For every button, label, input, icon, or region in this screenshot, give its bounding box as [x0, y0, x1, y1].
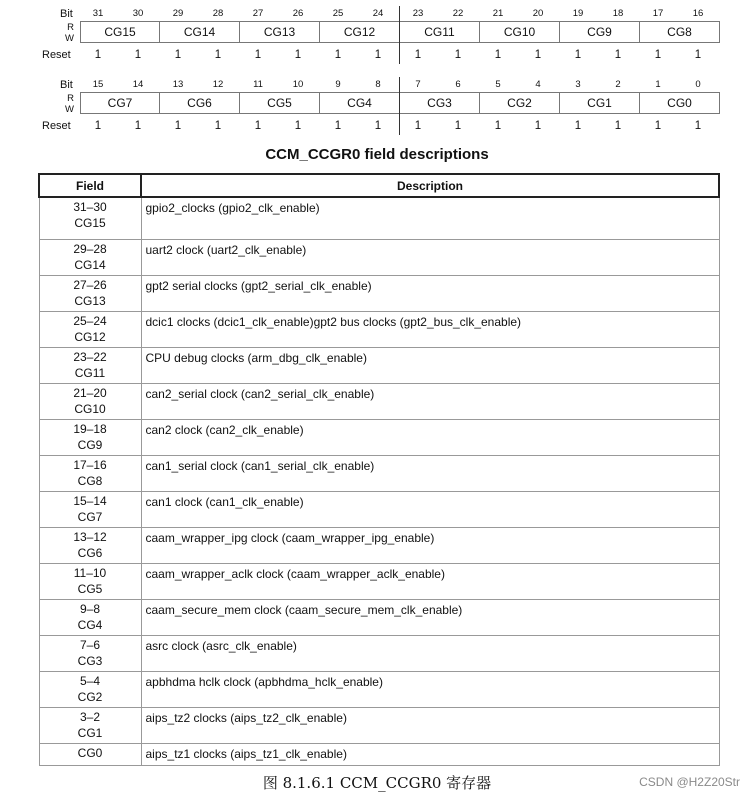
field-name: CG3: [77, 653, 103, 668]
field-cell: [39, 563, 141, 599]
register-field: CG10: [480, 21, 560, 43]
table-row: [39, 383, 719, 419]
field-name: CG2: [77, 689, 103, 704]
field-bits: 7–6: [79, 637, 101, 652]
field-name: CG10: [74, 401, 106, 416]
description-cell: caam_wrapper_ipg clock (caam_wrapper_ipg_enable): [141, 527, 719, 563]
register-field: CG4: [320, 92, 400, 114]
reset-value: 1: [494, 49, 502, 61]
bit-label: Bit: [60, 8, 73, 20]
bit-number: 8: [375, 79, 381, 90]
reset-value: 1: [174, 49, 182, 61]
field-bits: 3–2: [79, 709, 101, 724]
description-cell: apbhdma hclk clock (apbhdma_hclk_enable): [141, 671, 719, 707]
register-field: CG13: [240, 21, 320, 43]
reset-value: 1: [334, 49, 342, 61]
table-row: [39, 599, 719, 635]
field-bits: 15–14: [73, 493, 107, 508]
reset-value: 1: [294, 49, 302, 61]
description-cell: asrc clock (asrc_clk_enable): [141, 635, 719, 671]
bit-number: 13: [172, 79, 184, 90]
field-bits: 5–4: [79, 673, 101, 688]
bit-number: 31: [92, 8, 104, 19]
reset-value: 1: [654, 120, 662, 132]
reset-value: 1: [374, 49, 382, 61]
reset-value: 1: [454, 49, 462, 61]
table-row: [39, 743, 719, 765]
bit-number: 17: [652, 8, 664, 19]
reset-value: 1: [574, 120, 582, 132]
field-name: CG0: [77, 745, 103, 760]
reset-value: 1: [94, 120, 102, 132]
register-field: CG12: [320, 21, 400, 43]
field-column-header: Field: [39, 174, 141, 197]
field-descriptions-table: [38, 173, 720, 766]
field-cell: [39, 527, 141, 563]
bit-number: 2: [615, 79, 621, 90]
table-row: [39, 455, 719, 491]
reset-value: 1: [654, 49, 662, 61]
reset-value: 1: [374, 120, 382, 132]
reset-value: 1: [254, 120, 262, 132]
rw-label: R W: [65, 22, 74, 44]
register-field: CG14: [160, 21, 240, 43]
description-cell: can2 clock (can2_clk_enable): [141, 419, 719, 455]
field-name: CG1: [77, 725, 103, 740]
watermark: CSDN @H2Z20Str: [639, 775, 740, 789]
field-cell: [39, 707, 141, 743]
field-cell: [39, 671, 141, 707]
field-name: CG13: [74, 293, 106, 308]
bit-number: 19: [572, 8, 584, 19]
table-row: [39, 347, 719, 383]
register-field: CG11: [400, 21, 480, 43]
bit-number: 14: [132, 79, 144, 90]
register-field: CG2: [480, 92, 560, 114]
bit-number: 7: [415, 79, 421, 90]
bit-number: 26: [292, 8, 304, 19]
field-cell: [39, 635, 141, 671]
bit-number: 0: [695, 79, 701, 90]
half-divider: [399, 6, 400, 64]
reset-label: Reset: [42, 49, 71, 61]
register-field: CG0: [640, 92, 720, 114]
bit-number: 30: [132, 8, 144, 19]
bit-number: 18: [612, 8, 624, 19]
reset-value: 1: [334, 120, 342, 132]
register-field: CG15: [80, 21, 160, 43]
reset-value: 1: [454, 120, 462, 132]
reset-label: Reset: [42, 120, 71, 132]
field-bits: 11–10: [73, 565, 107, 580]
figure-caption: 图 8.1.6.1 CCM_CCGR0 寄存器: [262, 774, 492, 792]
bit-number: 27: [252, 8, 264, 19]
bit-number: 20: [532, 8, 544, 19]
register-field: CG8: [640, 21, 720, 43]
description-cell: caam_secure_mem clock (caam_secure_mem_clk_enable): [141, 599, 719, 635]
bit-number: 12: [212, 79, 224, 90]
reset-value: 1: [254, 49, 262, 61]
description-cell: gpt2 serial clocks (gpt2_serial_clk_enable): [141, 275, 719, 311]
table-row: [39, 527, 719, 563]
reset-value: 1: [174, 120, 182, 132]
field-bits: 31–30: [73, 200, 107, 214]
bit-label: Bit: [60, 79, 73, 91]
field-cell: [39, 197, 141, 239]
bit-number: 16: [692, 8, 704, 19]
table-row: [39, 239, 719, 275]
reset-value: 1: [294, 120, 302, 132]
description-cell: caam_wrapper_aclk clock (caam_wrapper_aclk_enable): [141, 563, 719, 599]
table-row: [39, 275, 719, 311]
table-title: CCM_CCGR0 field descriptions: [265, 146, 489, 163]
description-cell: uart2 clock (uart2_clk_enable): [141, 239, 719, 275]
bit-number: 5: [495, 79, 501, 90]
field-name: CG14: [74, 257, 106, 272]
bit-number: 3: [575, 79, 581, 90]
bit-number: 15: [92, 79, 104, 90]
bit-number: 29: [172, 8, 184, 19]
table-row: [39, 635, 719, 671]
register-field: CG3: [400, 92, 480, 114]
field-name: CG11: [74, 365, 106, 380]
rw-label: R W: [65, 93, 74, 115]
description-cell: gpio2_clocks (gpio2_clk_enable): [141, 197, 719, 239]
bit-number: 4: [535, 79, 541, 90]
description-cell: dcic1 clocks (dcic1_clk_enable)gpt2 bus clocks (gpt2_bus_clk_enable): [141, 311, 719, 347]
table-row: [39, 707, 719, 743]
bit-number: 23: [412, 8, 424, 19]
field-bits: 29–28: [73, 241, 107, 256]
field-name: CG7: [77, 509, 103, 524]
reset-value: 1: [134, 49, 142, 61]
reset-value: 1: [534, 120, 542, 132]
bit-number: 22: [452, 8, 464, 19]
field-bits: 9–8: [79, 601, 101, 616]
field-name: CG5: [77, 581, 103, 596]
register-field: CG5: [240, 92, 320, 114]
table-row: [39, 671, 719, 707]
register-field: CG9: [560, 21, 640, 43]
field-name: CG4: [77, 617, 103, 632]
register-field: CG1: [560, 92, 640, 114]
field-cell: [39, 491, 141, 527]
reset-value: 1: [94, 49, 102, 61]
field-bits: 27–26: [73, 277, 107, 292]
field-bits: 17–16: [73, 457, 107, 472]
field-cell: [39, 275, 141, 311]
field-bits: 21–20: [73, 385, 107, 400]
field-cell: [39, 347, 141, 383]
table-row: [39, 419, 719, 455]
table-header-row: [39, 174, 719, 197]
bit-number: 25: [332, 8, 344, 19]
reset-value: 1: [414, 49, 422, 61]
reset-value: 1: [694, 49, 702, 61]
field-name: CG9: [77, 437, 103, 452]
reset-value: 1: [614, 120, 622, 132]
bit-number: 24: [372, 8, 384, 19]
bit-number: 6: [455, 79, 461, 90]
description-cell: aips_tz2 clocks (aips_tz2_clk_enable): [141, 707, 719, 743]
reset-value: 1: [574, 49, 582, 61]
reset-value: 1: [214, 120, 222, 132]
field-name: CG6: [77, 545, 103, 560]
field-cell: [39, 311, 141, 347]
bit-number: 9: [335, 79, 341, 90]
field-name: CG15: [74, 216, 106, 230]
reset-value: 1: [134, 120, 142, 132]
field-cell: [39, 383, 141, 419]
description-column-header: Description: [141, 174, 719, 197]
field-name: CG12: [74, 329, 106, 344]
field-cell: [39, 599, 141, 635]
description-cell: can1 clock (can1_clk_enable): [141, 491, 719, 527]
bit-number: 21: [492, 8, 504, 19]
table-row: [39, 311, 719, 347]
reset-value: 1: [614, 49, 622, 61]
reset-value: 1: [694, 120, 702, 132]
field-cell: [39, 743, 141, 765]
register-field: CG6: [160, 92, 240, 114]
register-field: CG7: [80, 92, 160, 114]
reset-value: 1: [414, 120, 422, 132]
description-cell: CPU debug clocks (arm_dbg_clk_enable): [141, 347, 719, 383]
field-cell: [39, 419, 141, 455]
description-cell: aips_tz1 clocks (aips_tz1_clk_enable): [141, 743, 719, 765]
bit-number: 1: [655, 79, 661, 90]
bit-number: 10: [292, 79, 304, 90]
field-cell: [39, 239, 141, 275]
table-body: [39, 197, 719, 765]
reset-value: 1: [214, 49, 222, 61]
reset-value: 1: [534, 49, 542, 61]
field-bits: 25–24: [73, 313, 107, 328]
half-divider: [399, 77, 400, 135]
table-row: [39, 491, 719, 527]
field-cell: [39, 455, 141, 491]
table-row: [39, 197, 719, 239]
bit-number: 11: [253, 79, 263, 90]
reset-value: 1: [494, 120, 502, 132]
description-cell: can1_serial clock (can1_serial_clk_enable): [141, 455, 719, 491]
bit-number: 28: [212, 8, 224, 19]
field-bits: 23–22: [73, 349, 107, 364]
table-row: [39, 563, 719, 599]
field-name: CG8: [77, 473, 103, 488]
field-bits: 13–12: [73, 529, 107, 544]
field-bits: 19–18: [73, 421, 107, 436]
description-cell: can2_serial clock (can2_serial_clk_enable): [141, 383, 719, 419]
